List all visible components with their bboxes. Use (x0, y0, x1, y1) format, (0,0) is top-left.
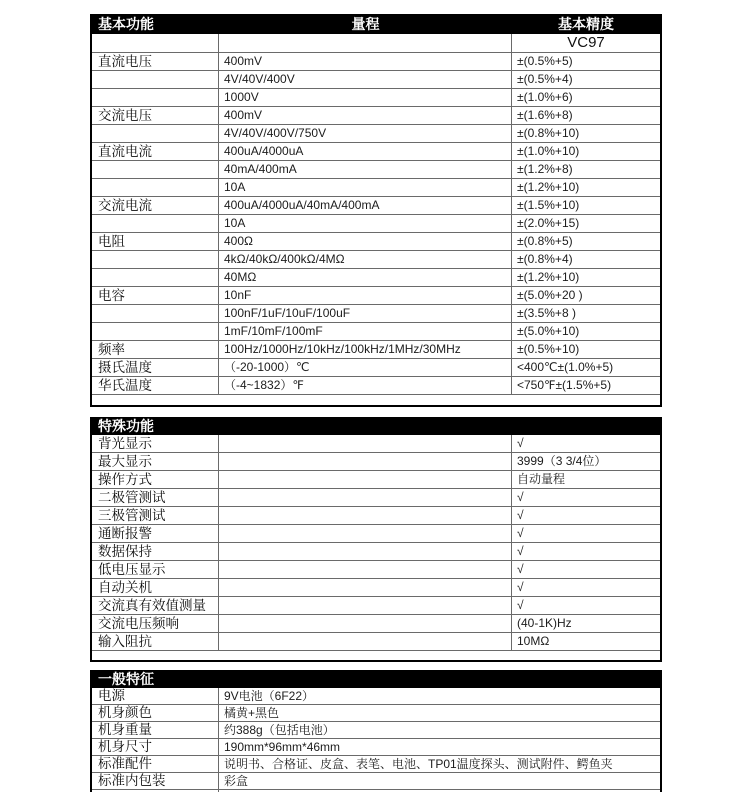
cell-value: √ (517, 490, 524, 504)
table-row (92, 688, 660, 705)
cell-value: √ (517, 526, 524, 540)
cell-function: 背光显示 (92, 435, 219, 452)
cell-empty (219, 579, 512, 596)
cell-function (92, 179, 219, 196)
cell-accuracy: ±(0.5%+4) (517, 72, 573, 86)
cell-accuracy: ±(3.5%+8 ) (517, 306, 576, 320)
cell-value: 说明书、合格证、皮盒、表笔、电池、TP01温度探头、测试附件、鳄鱼夹 (224, 757, 613, 771)
header-range: 量程 (351, 16, 380, 32)
cell-range: 4V/40V/400V/750V (219, 125, 512, 142)
cell-function: 电阻 (92, 233, 219, 250)
header-accuracy: 基本精度 (558, 16, 614, 32)
cell-empty (219, 543, 512, 560)
cell-value: 彩盒 (224, 774, 249, 788)
table-row (92, 161, 660, 179)
cell-function: 低电压显示 (92, 561, 219, 578)
cell-function: 输入阻抗 (92, 633, 219, 650)
cell-value: √ (517, 508, 524, 522)
table-row (92, 507, 660, 525)
cell-range: 100Hz/1000Hz/10kHz/100kHz/1MHz/30MHz (219, 341, 512, 358)
cell-function: 机身尺寸 (92, 739, 219, 755)
general-features-table (90, 670, 662, 792)
table-row (92, 251, 660, 269)
table-row (92, 435, 660, 453)
table-row (92, 323, 660, 341)
cell-accuracy: <400℃±(1.0%+5) (517, 360, 614, 374)
table-row (92, 525, 660, 543)
table-row (92, 471, 660, 489)
table-row (92, 579, 660, 597)
basic-table-header-bar (92, 14, 660, 34)
cell-function: 交流电压频响 (92, 615, 219, 632)
cell-accuracy: ±(1.5%+10) (517, 198, 580, 212)
cell-function: 频率 (92, 341, 219, 358)
cell-empty (219, 597, 512, 614)
table-row (92, 561, 660, 579)
cell-value: (40-1K)Hz (517, 616, 572, 630)
cell-range: 400Ω (219, 233, 512, 250)
table-row (92, 739, 660, 756)
table-row (92, 215, 660, 233)
table-row (92, 89, 660, 107)
cell-accuracy: ±(1.0%+6) (517, 90, 573, 104)
table-row (92, 233, 660, 251)
cell-empty (219, 453, 512, 470)
cell-value: 约388g（包括电池） (224, 723, 335, 737)
cell-function: 最大显示 (92, 453, 219, 470)
cell-function (92, 125, 219, 142)
table-row (92, 615, 660, 633)
table-row (92, 597, 660, 615)
header-basic-function: 基本功能 (98, 16, 154, 32)
cell-value: 10MΩ (517, 634, 550, 648)
cell-range: 1mF/10mF/100mF (219, 323, 512, 340)
cell-function (92, 161, 219, 178)
cell-accuracy: ±(1.6%+8) (517, 108, 573, 122)
cell-function (92, 251, 219, 268)
cell-function (92, 89, 219, 106)
cell-range: 4kΩ/40kΩ/400kΩ/4MΩ (219, 251, 512, 268)
cell-function (92, 269, 219, 286)
cell-accuracy: ±(0.8%+4) (517, 252, 573, 266)
table-row (92, 489, 660, 507)
cell-value: 190mm*96mm*46mm (224, 740, 341, 754)
empty-spacer-row (92, 651, 660, 660)
table-row (92, 53, 660, 71)
cell-value: √ (517, 544, 524, 558)
cell-accuracy: ±(1.2%+10) (517, 180, 580, 194)
cell-value: 9V电池（6F22） (224, 689, 315, 703)
cell-range: 1000V (219, 89, 512, 106)
cell-accuracy: <750℉±(1.5%+5) (517, 378, 612, 392)
cell-range: 400mV (219, 107, 512, 124)
cell-function: 交流电流 (92, 197, 219, 214)
table-row (92, 107, 660, 125)
cell-function: 直流电压 (92, 53, 219, 70)
cell-value: √ (517, 436, 524, 450)
table-row (92, 773, 660, 790)
empty-spacer-row (92, 395, 660, 405)
cell-function: 数据保持 (92, 543, 219, 560)
general-features-title: 一般特征 (98, 671, 154, 687)
cell-empty (219, 615, 512, 632)
general-features-header-bar (92, 670, 660, 688)
cell-empty (219, 525, 512, 542)
cell-range: 400uA/4000uA/40mA/400mA (219, 197, 512, 214)
table-row (92, 453, 660, 471)
cell-accuracy: ±(0.5%+5) (517, 54, 573, 68)
cell-range: 10A (219, 215, 512, 232)
cell-empty (92, 34, 219, 52)
cell-accuracy: ±(0.5%+10) (517, 342, 580, 356)
table-row (92, 305, 660, 323)
cell-range: （-4~1832）℉ (219, 377, 512, 394)
cell-value: 橘黄+黑色 (224, 706, 280, 720)
cell-accuracy: ±(2.0%+15) (517, 216, 580, 230)
cell-accuracy: ±(0.8%+10) (517, 126, 580, 140)
cell-range: 10nF (219, 287, 512, 304)
table-row (92, 287, 660, 305)
special-functions-table (90, 417, 662, 662)
table-row (92, 179, 660, 197)
cell-function: 二极管测试 (92, 489, 219, 506)
cell-accuracy: ±(1.2%+10) (517, 270, 580, 284)
cell-function: 直流电流 (92, 143, 219, 160)
cell-empty (219, 489, 512, 506)
cell-value: 自动量程 (517, 472, 566, 486)
cell-empty (219, 435, 512, 452)
cell-function (92, 323, 219, 340)
table-row (92, 377, 660, 395)
cell-empty (219, 507, 512, 524)
cell-empty (219, 34, 512, 52)
table-row (92, 341, 660, 359)
special-functions-header-bar (92, 417, 660, 435)
cell-accuracy: ±(5.0%+20 ) (517, 288, 583, 302)
cell-function: 电源 (92, 688, 219, 704)
table-row (92, 143, 660, 161)
cell-accuracy: ±(1.2%+8) (517, 162, 573, 176)
cell-function: 机身颜色 (92, 705, 219, 721)
special-functions-title: 特殊功能 (98, 418, 154, 434)
model-name: VC97 (567, 34, 605, 51)
cell-function: 机身重量 (92, 722, 219, 738)
cell-function: 标准内包装 (92, 773, 219, 789)
cell-range: 4V/40V/400V (219, 71, 512, 88)
cell-range: 40mA/400mA (219, 161, 512, 178)
table-row (92, 705, 660, 722)
cell-function: 标准配件 (92, 756, 219, 772)
cell-function: 华氏温度 (92, 377, 219, 394)
cell-function (92, 305, 219, 322)
table-row (92, 633, 660, 651)
basic-spec-table (90, 14, 662, 407)
cell-value: √ (517, 580, 524, 594)
table-row (92, 125, 660, 143)
cell-range: 40MΩ (219, 269, 512, 286)
cell-value: 3999（3 3/4位） (517, 454, 607, 468)
cell-range: 400uA/4000uA (219, 143, 512, 160)
table-row (92, 359, 660, 377)
table-row (92, 543, 660, 561)
cell-range: 10A (219, 179, 512, 196)
cell-function: 摄氏温度 (92, 359, 219, 376)
cell-empty (219, 561, 512, 578)
cell-empty (219, 633, 512, 650)
table-row (92, 756, 660, 773)
table-row (92, 722, 660, 739)
cell-value: √ (517, 562, 524, 576)
model-row (92, 34, 660, 53)
general-rows (92, 688, 660, 790)
cell-range: 100nF/1uF/10uF/100uF (219, 305, 512, 322)
cell-function: 自动关机 (92, 579, 219, 596)
table-row (92, 197, 660, 215)
cell-function (92, 215, 219, 232)
cell-range: （-20-1000）℃ (219, 359, 512, 376)
cell-accuracy: ±(5.0%+10) (517, 324, 580, 338)
cell-range: 400mV (219, 53, 512, 70)
cell-accuracy: ±(1.0%+10) (517, 144, 580, 158)
cell-function: 通断报警 (92, 525, 219, 542)
cell-function: 电容 (92, 287, 219, 304)
cell-function: 交流真有效值测量 (92, 597, 219, 614)
basic-rows (92, 53, 660, 395)
cell-accuracy: ±(0.8%+5) (517, 234, 573, 248)
special-rows (92, 435, 660, 651)
cell-function: 操作方式 (92, 471, 219, 488)
cell-function (92, 71, 219, 88)
table-row (92, 269, 660, 287)
cell-value: √ (517, 598, 524, 612)
table-row (92, 71, 660, 89)
cell-function: 交流电压 (92, 107, 219, 124)
cell-function: 三极管测试 (92, 507, 219, 524)
cell-empty (219, 471, 512, 488)
